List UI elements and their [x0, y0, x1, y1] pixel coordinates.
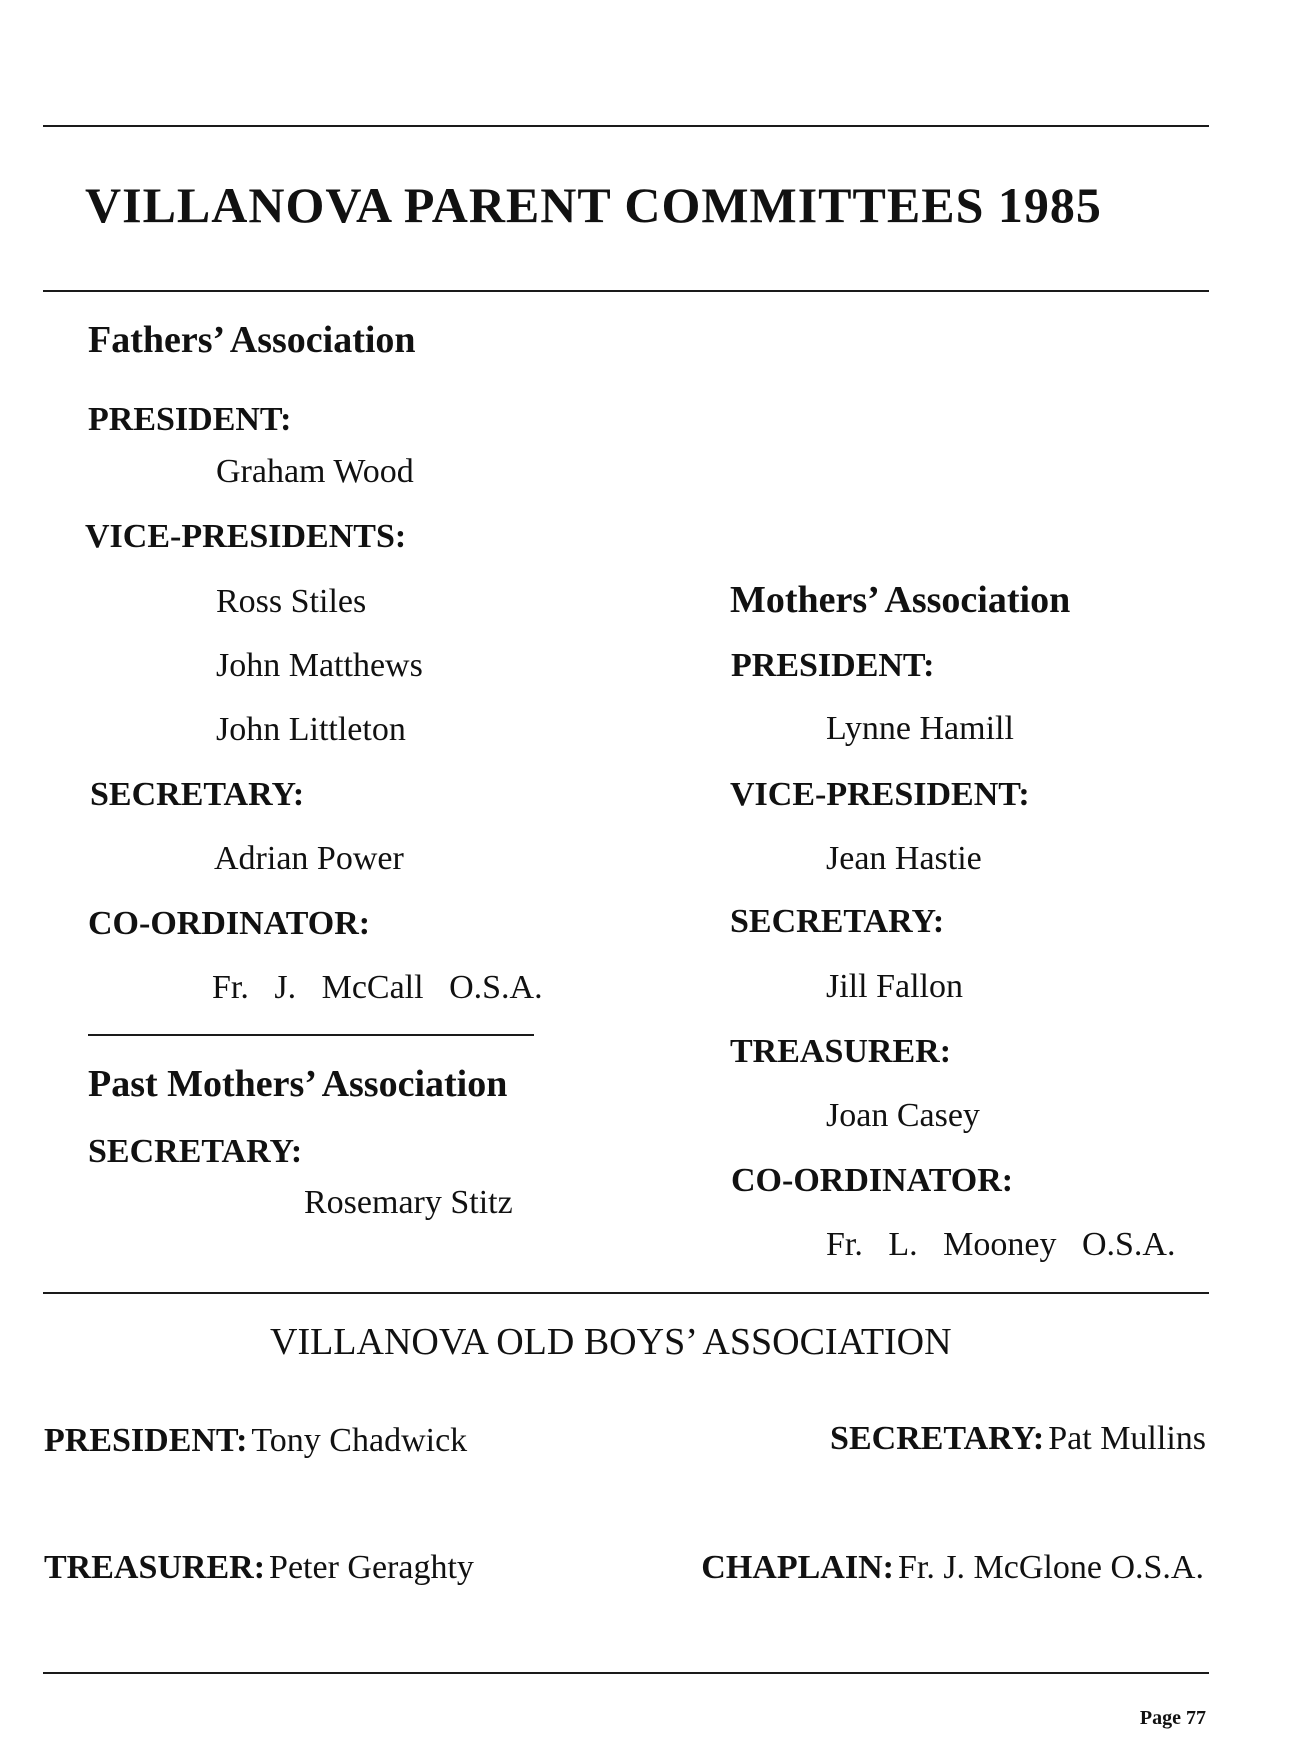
old-boys-chaplain-label: CHAPLAIN:: [701, 1549, 894, 1586]
fathers-coordinator-label: CO-ORDINATOR:: [88, 905, 371, 942]
fathers-heading: Fathers’ Association: [88, 319, 416, 361]
mothers-secretary-name: Jill Fallon: [826, 968, 963, 1005]
old-boys-president-name: Tony Chadwick: [251, 1422, 468, 1459]
old-boys-secretary: [830, 1420, 1206, 1458]
mothers-treasurer-label: TREASURER:: [730, 1033, 952, 1070]
old-boys-secretary-name: Pat Mullins: [1048, 1420, 1206, 1457]
mothers-president-name: Lynne Hamill: [826, 710, 1014, 747]
fathers-coordinator-name: Fr. J. McCall O.S.A.: [212, 969, 543, 1006]
old-boys-top-rule: [43, 1292, 1209, 1294]
bottom-rule: [43, 1672, 1209, 1674]
mothers-secretary-label: SECRETARY:: [730, 903, 945, 940]
fathers-vp-name: Ross Stiles: [216, 583, 367, 620]
past-mothers-divider: [88, 1034, 534, 1036]
old-boys-treasurer: [44, 1549, 474, 1587]
mothers-heading: Mothers’ Association: [730, 579, 1071, 621]
fathers-vp-name: John Littleton: [216, 711, 406, 748]
old-boys-president: [44, 1422, 467, 1460]
top-rule: [43, 125, 1209, 127]
old-boys-president-label: PRESIDENT:: [44, 1422, 248, 1459]
old-boys-chaplain: [701, 1549, 1204, 1587]
fathers-president-label: PRESIDENT:: [88, 401, 292, 438]
mothers-vp-name: Jean Hastie: [826, 840, 982, 877]
old-boys-treasurer-name: Peter Geraghty: [269, 1549, 474, 1586]
past-mothers-secretary-name: Rosemary Stitz: [304, 1184, 513, 1221]
mothers-coordinator-name: Fr. L. Mooney O.S.A.: [826, 1226, 1176, 1263]
fathers-secretary-name: Adrian Power: [214, 840, 404, 877]
page-number: Page 77: [1139, 1707, 1206, 1729]
mothers-treasurer-name: Joan Casey: [826, 1097, 980, 1134]
page-title: VILLANOVA PARENT COMMITTEES 1985: [85, 177, 1102, 233]
mothers-president-label: PRESIDENT:: [731, 647, 935, 684]
fathers-vp-name: John Matthews: [216, 647, 423, 684]
mothers-coordinator-label: CO-ORDINATOR:: [731, 1162, 1014, 1199]
fathers-secretary-label: SECRETARY:: [90, 776, 305, 813]
old-boys-treasurer-label: TREASURER:: [44, 1549, 266, 1586]
old-boys-chaplain-name: Fr. J. McGlone O.S.A.: [897, 1549, 1204, 1586]
mothers-vp-label: VICE-PRESIDENT:: [730, 776, 1030, 813]
past-mothers-heading: Past Mothers’ Association: [88, 1063, 508, 1105]
title-bottom-rule: [43, 290, 1209, 292]
past-mothers-secretary-label: SECRETARY:: [88, 1133, 303, 1170]
old-boys-heading: VILLANOVA OLD BOYS’ ASSOCIATION: [270, 1321, 952, 1363]
fathers-vp-label: VICE-PRESIDENTS:: [85, 518, 407, 555]
fathers-president-name: Graham Wood: [216, 453, 414, 490]
old-boys-secretary-label: SECRETARY:: [830, 1420, 1045, 1457]
